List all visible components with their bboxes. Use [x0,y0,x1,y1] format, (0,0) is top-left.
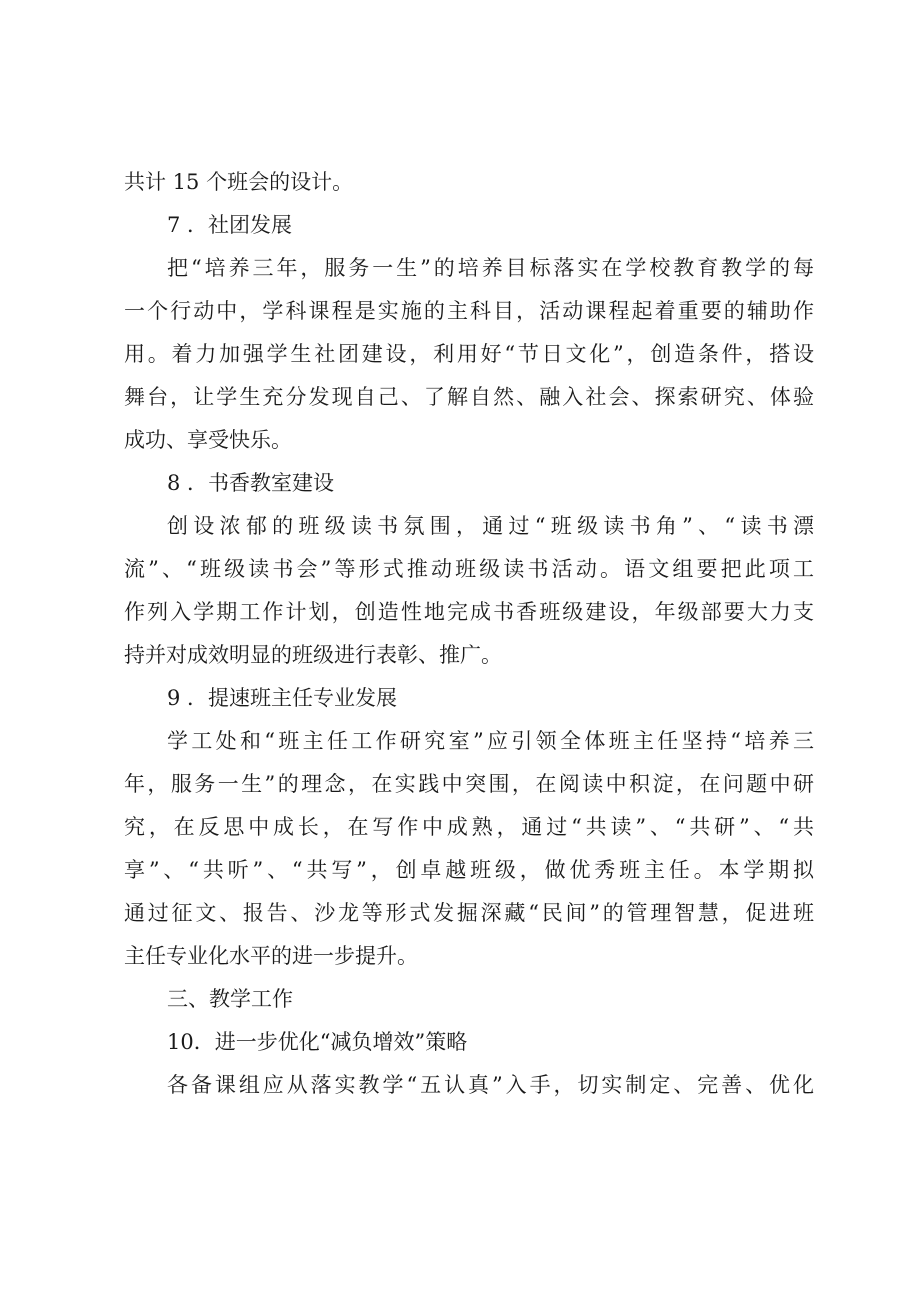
text-line: 用。着力加强学生社团建设，利用好“节日文化”，创造条件，搭设 [124,342,814,366]
text-line: 年，服务一生”的理念，在实践中突围，在阅读中积淀，在问题中研 [124,772,814,796]
text-line: 流”、“班级读书会”等形式推动班级读书活动。语文组要把此项工 [124,557,814,581]
text-line: 作列入学期工作计划，创造性地完成书香班级建设，年级部要大力支 [124,600,814,624]
text-line: 共计 15 个班会的设计。 [124,170,354,194]
text-line: 各备课组应从落实教学“五认真”入手，切实制定、完善、优化 [167,1073,814,1097]
chapter-heading: 三、教学工作 [167,987,293,1011]
text-line: 享”、“共听”、“共写”，创卓越班级，做优秀班主任。本学期拟 [124,858,814,882]
text-line: 一个行动中，学科课程是实施的主科目，活动课程起着重要的辅助作 [124,299,814,323]
section-heading: 9 ．提速班主任专业发展 [167,686,398,710]
text-line: 主任专业化水平的进一步提升。 [124,944,418,968]
text-line: 把“培养三年，服务一生”的培养目标落实在学校教育教学的每 [167,256,814,280]
text-line: 创设浓郁的班级读书氛围，通过“班级读书角”、“读书漂 [167,514,814,538]
text-line: 学工处和“班主任工作研究室”应引领全体班主任坚持“培养三 [167,729,814,753]
section-heading: 10．进一步优化“减负增效”策略 [167,1030,468,1054]
section-heading: 7 ．社团发展 [167,213,293,237]
section-heading: 8 ．书香教室建设 [167,471,335,495]
text-line: 通过征文、报告、沙龙等形式发掘深藏“民间”的管理智慧，促进班 [124,901,814,925]
text-line: 究，在反思中成长，在写作中成熟，通过“共读”、“共研”、“共 [124,815,814,839]
text-line: 成功、享受快乐。 [124,428,292,452]
text-line: 舞台，让学生充分发现自己、了解自然、融入社会、探索研究、体验 [124,385,814,409]
text-line: 持并对成效明显的班级进行表彰、推广。 [124,643,502,667]
